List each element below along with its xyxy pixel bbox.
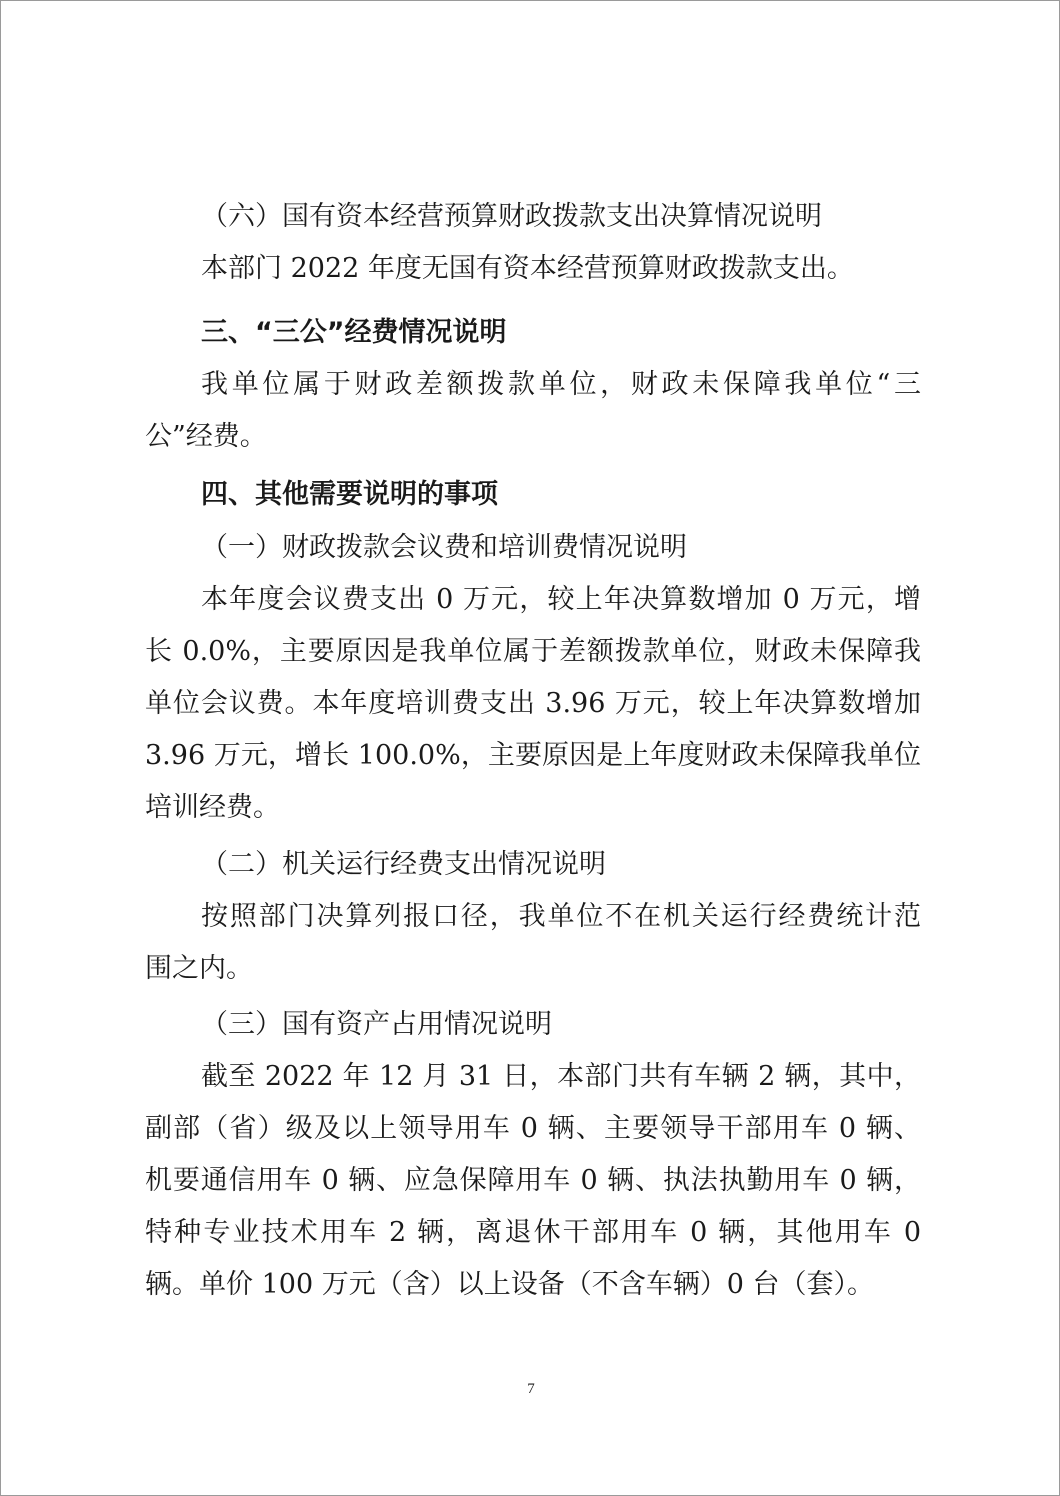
sub-3-body-line-2: 副部（省）级及以上领导用车 0 辆、主要领导干部用车 0 辆、 bbox=[145, 1113, 921, 1144]
section-4-sub-1 bbox=[145, 522, 921, 834]
sub-3-heading: （三）国有资产占用情况说明 bbox=[201, 1009, 552, 1040]
sub-1-body-line-3: 单位会议费。本年度培训费支出 3.96 万元，较上年决算数增加 bbox=[145, 688, 921, 719]
section-3-body-line-2: 公”经费。 bbox=[145, 421, 267, 452]
sub-2-heading: （二）机关运行经费支出情况说明 bbox=[201, 849, 606, 880]
sub-2-body-line-2: 围之内。 bbox=[145, 953, 253, 984]
page-number: 7 bbox=[527, 1381, 535, 1397]
sub-2-body-line-1: 按照部门决算列报口径，我单位不在机关运行经费统计范 bbox=[201, 901, 921, 932]
section-4 bbox=[145, 469, 921, 521]
sub-1-heading: （一）财政拨款会议费和培训费情况说明 bbox=[201, 532, 687, 563]
section-6-body: 本部门 2022 年度无国有资本经营预算财政拨款支出。 bbox=[201, 253, 854, 284]
sub-1-body-line-1: 本年度会议费支出 0 万元，较上年决算数增加 0 万元，增 bbox=[201, 584, 921, 615]
sub-1-body-line-5: 培训经费。 bbox=[145, 792, 280, 823]
section-3-body-line-1: 我单位属于财政差额拨款单位，财政未保障我单位“三 bbox=[201, 369, 921, 400]
section-3 bbox=[145, 307, 921, 463]
section-4-heading: 四、其他需要说明的事项 bbox=[201, 479, 498, 510]
sub-3-body-line-1: 截至 2022 年 12 月 31 日，本部门共有车辆 2 辆，其中， bbox=[201, 1061, 921, 1092]
section-6 bbox=[145, 191, 921, 295]
section-4-sub-3 bbox=[145, 999, 921, 1311]
section-6-heading: （六）国有资本经营预算财政拨款支出决算情况说明 bbox=[201, 201, 822, 232]
sub-3-body-line-3: 机要通信用车 0 辆、应急保障用车 0 辆、执法执勤用车 0 辆， bbox=[145, 1165, 921, 1196]
sub-3-body-line-5: 辆。单价 100 万元（含）以上设备（不含车辆）0 台（套）。 bbox=[145, 1269, 874, 1300]
sub-1-body-line-2: 长 0.0%，主要原因是我单位属于差额拨款单位，财政未保障我 bbox=[145, 636, 921, 667]
section-3-heading: 三、“三公”经费情况说明 bbox=[201, 317, 507, 348]
section-4-sub-2 bbox=[145, 839, 921, 995]
sub-1-body-line-4: 3.96 万元，增长 100.0%，主要原因是上年度财政未保障我单位 bbox=[145, 740, 921, 771]
sub-3-body-line-4: 特种专业技术用车 2 辆，离退休干部用车 0 辆，其他用车 0 bbox=[145, 1217, 921, 1248]
